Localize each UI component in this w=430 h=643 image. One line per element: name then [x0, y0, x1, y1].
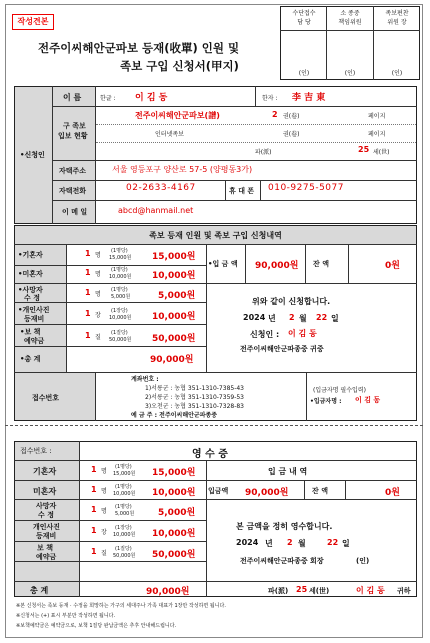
form-title-line1: 전주이씨해안군파보 등재(收單) 인원 및 — [38, 41, 240, 55]
order-row-4-price-a: (1장당) — [111, 308, 128, 314]
order-row-3-label2: 수 정 — [24, 294, 40, 302]
receipt-row-3-label: 사망자 — [36, 502, 57, 510]
order-row-1-unit: 명 — [95, 252, 101, 259]
order-recipient: 전주이씨해안군파종중 귀중 — [240, 345, 324, 353]
order-row-2-unit: 명 — [95, 271, 101, 278]
note-1: ※본 신청서는 족보 등재 · 수정을 희망하는 가구의 세대주나 가족 대표가 1장만 작성하면 됩니다. — [16, 603, 226, 609]
address-value[interactable]: 서울 영등포구 양산로 57-5 (양평동3가) — [112, 165, 253, 174]
receipt-name-suffix: 귀하 — [397, 587, 411, 595]
order-confirm: 위와 같이 신청합니다. — [252, 297, 331, 306]
receipt-generation[interactable]: 25 — [296, 585, 308, 594]
order-row-1-price-b: 15,000원 — [109, 255, 132, 261]
book-name[interactable]: 전주이씨해안군파보(譜) — [135, 111, 220, 120]
order-row-5-label2: 예약금 — [24, 337, 45, 345]
account-2: 2)서릉군 : 농협 351-1310-7359-53 — [145, 394, 245, 401]
receipt-row-4-unit: 장 — [101, 529, 107, 536]
receipt-row-4-qty[interactable]: 1 — [91, 526, 97, 535]
name-label: 이 름 — [63, 93, 82, 102]
order-row-4-label: •개인사진 — [18, 306, 50, 314]
order-row-4-amount[interactable]: 10,000원 — [152, 312, 196, 322]
receipt-row-2-price-b: 10,000원 — [113, 491, 136, 497]
approval-seal-2: (인) — [344, 70, 356, 77]
order-row-2-price-b: 10,000원 — [109, 274, 132, 280]
internet-page-label: 페이지 — [368, 131, 386, 138]
receipt-row-2-unit: 명 — [101, 488, 107, 495]
order-row-2-amount[interactable]: 10,000원 — [152, 271, 196, 281]
order-row-5-price-a: (1질당) — [111, 330, 128, 336]
name-hangul[interactable]: 이 김 동 — [135, 93, 168, 103]
receipt-row-3-unit: 명 — [101, 508, 107, 515]
order-row-3-label: •사망자 — [18, 286, 43, 294]
order-total[interactable]: 90,000원 — [150, 355, 194, 365]
order-day[interactable]: 22 — [316, 313, 328, 322]
order-row-4-qty[interactable]: 1 — [85, 309, 91, 318]
account-3: 3)오천군 : 농협 351-1310-7328-83 — [145, 403, 245, 410]
order-row-5-amount[interactable]: 50,000원 — [152, 334, 196, 344]
receipt-row-5-price-b: 50,000원 — [113, 553, 136, 559]
approval-h1b: 담 당 — [297, 19, 311, 26]
account-holder: 예 금 주 : 전주이씨해안군파종중 — [131, 412, 218, 419]
sample-stamp: 작성견본 — [12, 14, 54, 30]
order-deposit-label: •입 금 액 — [208, 260, 238, 268]
email-label: 이 메 일 — [62, 208, 88, 216]
mobile-label: 휴 대 폰 — [229, 187, 255, 195]
receipt-deposit[interactable]: 90,000원 — [245, 488, 289, 498]
receipt-balance-label: 잔 액 — [312, 487, 328, 495]
receipt-row-3-amount[interactable]: 5,000원 — [158, 508, 196, 518]
note-3: ※보책예약금은 예약금으로, 보책 1질당 완납금액은 추후 안내해드립니다. — [16, 623, 177, 629]
receipt-row-1-price-b: 15,000원 — [113, 471, 136, 477]
receipt-row-5-label: 보 책 — [37, 544, 53, 552]
receipt-row-5-qty[interactable]: 1 — [91, 547, 97, 556]
order-row-3-amount[interactable]: 5,000원 — [158, 291, 196, 301]
generation[interactable]: 25 — [358, 145, 370, 154]
receipt-row-3-price-b: 5,000원 — [115, 511, 135, 517]
receipt-total[interactable]: 90,000원 — [146, 587, 190, 597]
depositor-note: (입금자명 필수입력) — [313, 387, 366, 394]
note-2: ※신청서는 (+) 표시 부분만 작성하면 됩니다. — [16, 613, 116, 619]
order-row-5-label: •보 책 — [20, 328, 41, 336]
receipt-seal: (인) — [356, 557, 370, 565]
order-year: 2024 — [243, 313, 266, 322]
phone-value[interactable]: 02-2633-4167 — [126, 183, 196, 193]
receipt-deposit-header: 입 금 내 역 — [268, 467, 308, 476]
receipt-row-4-price-b: 10,000원 — [113, 532, 136, 538]
order-row-1-qty[interactable]: 1 — [85, 249, 91, 258]
receipt-confirm: 본 금액을 정히 영수합니다. — [236, 522, 333, 531]
name-hanja[interactable]: 李 吉 東 — [292, 93, 326, 103]
order-row-4-unit: 장 — [95, 312, 101, 319]
receipt-row-1-unit: 명 — [101, 468, 107, 475]
order-row-3-price-b: 5,000원 — [111, 294, 131, 300]
internet-book: 인터넷족보 — [155, 131, 184, 138]
order-applicant-label: 신청인 : — [250, 330, 280, 339]
receipt-row-1-qty[interactable]: 1 — [91, 465, 97, 474]
mobile-value[interactable]: 010-9275-5077 — [268, 183, 344, 193]
receipt-day[interactable]: 22 — [327, 538, 339, 547]
receipt-no-label: 접수번호 : — [20, 447, 52, 455]
receipt-year: 2024 — [236, 538, 259, 547]
receipt-pa-label: 파(派) — [268, 587, 289, 595]
approval-h3b: 위원 장 — [387, 19, 407, 26]
order-row-3-price-a: (1명당) — [111, 287, 128, 293]
receipt-row-4-label: 개인사진 — [33, 523, 61, 531]
order-total-label: •총 계 — [20, 355, 41, 363]
generation-unit: 세(世) — [373, 149, 390, 156]
email-value[interactable]: abcd@hanmail.net — [118, 206, 194, 215]
internet-unit: 권(卷) — [283, 131, 300, 138]
depositor-name[interactable]: 이 김 동 — [355, 396, 381, 404]
receipt-row-4-price-a: (1장당) — [115, 525, 132, 531]
order-row-2-price-a: (1명당) — [111, 267, 128, 273]
receipt-month-unit: 월 — [298, 539, 306, 548]
receipt-row-5-amount[interactable]: 50,000원 — [152, 550, 196, 560]
book-page-label: 페이지 — [368, 113, 386, 120]
receipt-row-5-unit: 질 — [101, 550, 107, 557]
approval-seal-1: (인) — [298, 70, 310, 77]
depositor-label: •입금자명 : — [310, 398, 342, 405]
order-row-1-price-a: (1명당) — [111, 248, 128, 254]
approval-h3: 족보편찬 — [385, 10, 409, 17]
account-title: 계좌번호 : — [131, 376, 159, 383]
receipt-row-5-price-a: (1질당) — [115, 546, 132, 552]
receipt-deposit-label: 입금액 — [208, 487, 229, 495]
order-row-4-price-b: 10,000원 — [109, 315, 132, 321]
purchase-label-2: 입보 현황 — [58, 132, 88, 140]
order-row-1-label: •기혼자 — [18, 251, 43, 259]
receipt-row-3-label2: 수 정 — [38, 511, 54, 519]
book-unit: 권(卷) — [283, 113, 300, 120]
receipt-row-1-label: 기혼자 — [33, 467, 57, 476]
order-balance[interactable]: 0원 — [385, 261, 400, 271]
order-section-title: 족보 등재 인원 및 족보 구입 신청내역 — [149, 231, 282, 240]
order-day-unit: 일 — [331, 314, 339, 323]
receipt-day-unit: 일 — [342, 539, 350, 548]
order-month[interactable]: 2 — [289, 313, 295, 322]
section-applicant-label: •신청인 — [20, 151, 45, 159]
order-row-5-price-b: 50,000원 — [109, 337, 132, 343]
order-row-2-label: •미혼자 — [18, 270, 43, 278]
hanja-label: 한자 : — [262, 95, 278, 102]
approval-h2b: 책임위원 — [338, 19, 362, 26]
receipt-generation-unit: 세(世) — [309, 587, 330, 595]
receipt-total-label: 총 계 — [30, 586, 49, 595]
order-row-3-qty[interactable]: 1 — [85, 288, 91, 297]
pa-label: 파(派) — [255, 149, 272, 156]
order-row-4-label2: 등재비 — [24, 315, 45, 323]
receipt-row-3-price-a: (1명당) — [115, 504, 132, 510]
receipt-row-2-amount[interactable]: 10,000원 — [152, 488, 196, 498]
account-1: 1)서릉군 : 농협 351-1310-7385-43 — [145, 385, 245, 392]
order-year-unit: 년 — [268, 314, 276, 323]
order-row-2-qty[interactable]: 1 — [85, 268, 91, 277]
book-qty[interactable]: 2 — [272, 110, 278, 119]
order-month-unit: 월 — [299, 314, 307, 323]
order-row-1-amount[interactable]: 15,000원 — [152, 252, 196, 262]
approval-h1: 수단접수 — [292, 10, 316, 17]
receipt-balance[interactable]: 0원 — [385, 488, 400, 498]
receipt-title: 영 수 증 — [192, 449, 228, 460]
form-title-line2: 족보 구입 신청서(甲지) — [120, 59, 239, 73]
receipt-row-5-label2: 예약금 — [36, 553, 57, 561]
order-receipt-no-label: 접수번호 — [32, 394, 60, 402]
receipt-row-4-amount[interactable]: 10,000원 — [152, 529, 196, 539]
hangul-label: 한글 : — [100, 95, 116, 102]
receipt-row-1-amount[interactable]: 15,000원 — [152, 468, 196, 478]
approval-h2: 소 종중 — [340, 10, 360, 17]
purchase-label-1: 구 족보 — [63, 122, 86, 130]
order-row-5-unit: 질 — [95, 334, 101, 341]
receipt-row-2-label: 미혼자 — [33, 487, 57, 496]
cut-line — [5, 425, 423, 426]
receipt-row-4-label2: 등재비 — [36, 532, 57, 540]
order-deposit[interactable]: 90,000원 — [255, 261, 299, 271]
phone-label: 자택전화 — [59, 187, 87, 195]
receipt-year-unit: 년 — [265, 539, 273, 548]
order-row-3-unit: 명 — [95, 291, 101, 298]
receipt-issuer: 전주이씨해안군파종중 회장 — [240, 557, 324, 565]
receipt-name[interactable]: 이 김 동 — [356, 586, 385, 595]
receipt-month[interactable]: 2 — [287, 538, 293, 547]
approval-seal-3: (인) — [391, 70, 403, 77]
order-balance-label: 잔 액 — [313, 260, 329, 268]
receipt-row-2-price-a: (1명당) — [115, 484, 132, 490]
address-label: 자택주소 — [59, 167, 87, 175]
receipt-row-3-qty[interactable]: 1 — [91, 505, 97, 514]
order-applicant-name[interactable]: 이 김 동 — [288, 329, 317, 338]
order-row-5-qty[interactable]: 1 — [85, 331, 91, 340]
receipt-row-1-price-a: (1명당) — [115, 464, 132, 470]
receipt-row-2-qty[interactable]: 1 — [91, 485, 97, 494]
